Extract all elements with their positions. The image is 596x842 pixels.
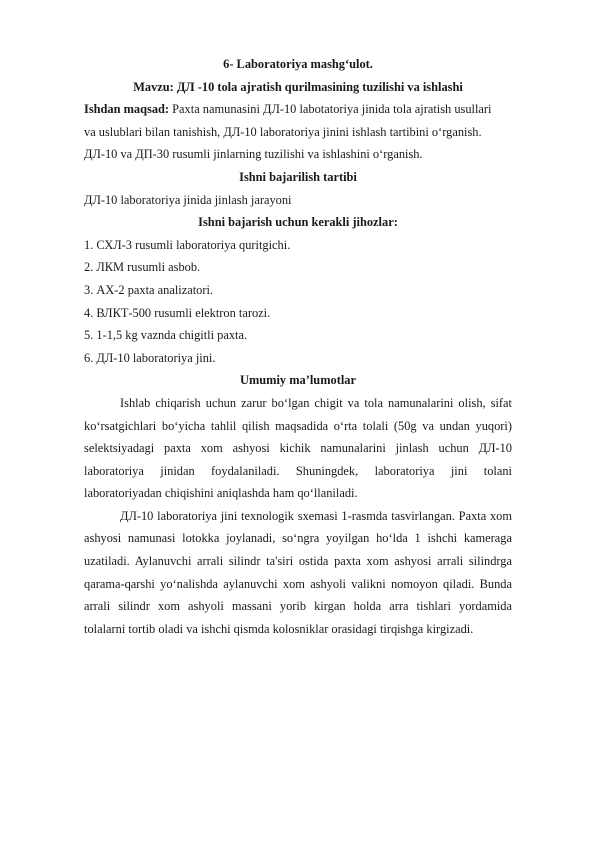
goal-text: Paxta namunasini ДЛ-10 labotatoriya jinida tola ajratish usullari (169, 102, 492, 117)
equipment-item: 2. ЛКМ rusumli asbob. (84, 260, 201, 275)
paragraph-2-line: ДЛ-10 laboratoriya jini texnologik sxemasi 1-rasmda tasvirlangan. Paxta xom (120, 508, 512, 523)
equipment-item: 6. ДЛ-10 laboratoriya jini. (84, 350, 216, 365)
general-heading: Umumiy ma’lumotlar (240, 373, 356, 388)
paragraph-2-line: qarama-qarshi yo‘nalishda aylanuvchi xom ashyoli valikni nomoyon qiladi. Bunda (84, 576, 512, 591)
goal-line-2: va uslublari bilan tanishish, ДЛ-10 laboratoriya jinini ishlash tartibini o‘rganish. (84, 124, 482, 139)
goal-line-3: ДЛ-10 va ДП-30 rusumli jinlarning tuzilishi va ishlashini o‘rganish. (84, 147, 423, 162)
equipment-heading: Ishni bajarish uchun kerakli jihozlar: (198, 215, 398, 230)
procedure-heading: Ishni bajarilish tartibi (239, 169, 357, 184)
paragraph-2-line: arrali silindr xom ashyoli massani yorib kirgan holda arra tishlari yordamida (84, 599, 512, 614)
paragraph-1-line: laboratoriya jinidan foydalaniladi. Shuningdek, laboratoriya jini tolani (84, 463, 512, 478)
paragraph-2-line: tolalarni tortib oladi va ishchi qismda kolosniklar orasidagi tirqishga kirgizadi. (84, 621, 474, 636)
equipment-item: 5. 1-1,5 kg vaznda chigitli paxta. (84, 328, 248, 343)
paragraph-1-line: ko‘rsatgichlari bo‘yicha tahlil qilish maqsadida o‘rta tolali (50g va undan yuqori) (84, 418, 512, 433)
paragraph-1-line: laboratoriyadan chiqishini aniqlashda ham qo‘llaniladi. (84, 486, 358, 501)
paragraph-2-line: uzatiladi. Aylanuvchi arrali silindr ta'siri ostida paxta xom ashyosi arrali silindrga (84, 554, 512, 569)
paragraph-1-line: Ishlab chiqarish uchun zarur bo‘lgan chigit va tola namunalarini olish, sifat (120, 395, 512, 410)
topic-line: Mavzu: ДЛ -10 tola ajratish qurilmasining tuzilishi va ishlashi (133, 79, 463, 94)
paragraph-2-line: ashyosi namunasi lotokka joylanadi, so‘ngra yoyilgan ho‘lda 1 ishchi kameraga (84, 531, 512, 546)
equipment-item: 3. АХ-2 paxta analizatori. (84, 282, 214, 297)
paragraph-1-line: selektsiyadagi paxta xom ashyosi kichik namunalarini jinlash uchun ДЛ-10 (84, 441, 512, 456)
goal-line-1 (84, 98, 512, 121)
document-page (84, 53, 512, 640)
lab-title: 6- Laboratoriya mashg‘ulot. (223, 57, 373, 71)
goal-label: Ishdan maqsad: (84, 102, 170, 117)
procedure-text: ДЛ-10 laboratoriya jinida jinlash jarayoni (84, 192, 292, 207)
equipment-item: 4. ВЛКТ-500 rusumli elektron tarozi. (84, 305, 271, 320)
equipment-item: 1. СХЛ-3 rusumli laboratoriya quritgichi. (84, 237, 291, 252)
